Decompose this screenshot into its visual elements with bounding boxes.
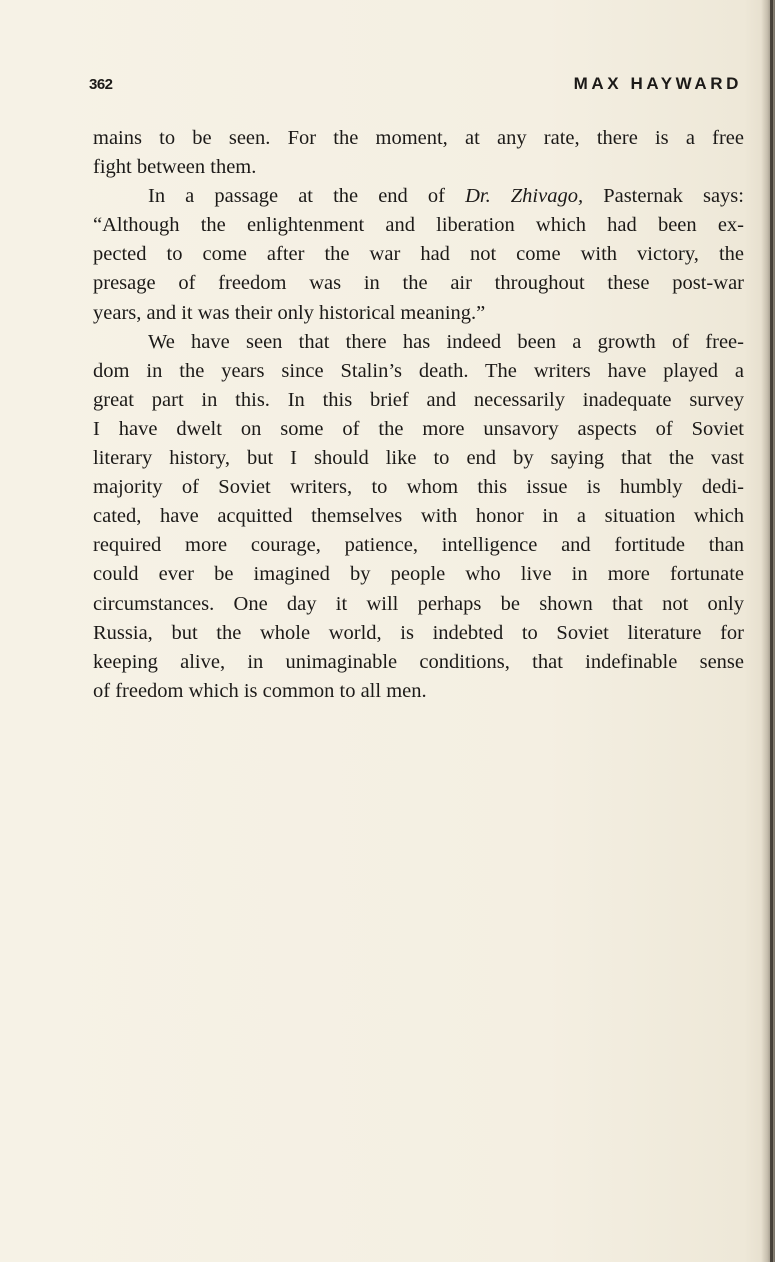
text-line: required more courage, patience, intelligence and fortitude than [93,534,744,557]
text-line: We have seen that there has indeed been a growth of free- [148,330,744,353]
text-line: majority of Soviet writers, to whom this issue is humbly dedi- [93,476,744,499]
page-edge-line [770,0,773,1262]
text-line: circumstances. One day it will perhaps be shown that not only [93,592,744,615]
text-line: “Although the enlightenment and liberation which had been ex- [93,214,744,237]
paragraph [93,328,744,706]
paragraph [93,182,744,327]
text-line: Russia, but the whole world, is indebted to Soviet literature for [93,621,744,644]
text-line: could ever be imagined by people who live in more fortunate [93,563,744,586]
paragraph [93,124,744,182]
running-head [89,74,742,100]
text-line: presage of freedom was in the air throughout these post-war [93,272,744,295]
body-text [93,124,744,706]
running-title: MAX HAYWARD [573,74,742,93]
text-line: mains to be seen. For the moment, at any rate, there is a free [93,127,744,149]
text-line: great part in this. In this brief and necessarily inadequate survey [93,388,744,411]
book-title-italic: Dr. Zhivago, [465,185,584,208]
text-line: literary history, but I should like to end by saying that the vast [93,447,744,470]
text-line: of freedom which is common to all men. [93,679,427,702]
text-line: years, and it was their only historical meaning.” [93,301,486,324]
text-line: dom in the years since Stalin’s death. The writers have played a [93,359,744,382]
text-line: cated, have acquitted themselves with honor in a situation which [93,505,744,528]
text-line: I have dwelt on some of the more unsavory aspects of Soviet [93,417,744,440]
text-line: fight between them. [93,156,257,179]
text-line: In a passage at the end of Dr. Zhivago, Pasternak says: [148,185,744,208]
text-line: pected to come after the war had not come with victory, the [93,243,744,266]
page-number: 362 [89,76,113,93]
text-line: keeping alive, in unimaginable conditions, that indefinable sense [93,650,744,673]
